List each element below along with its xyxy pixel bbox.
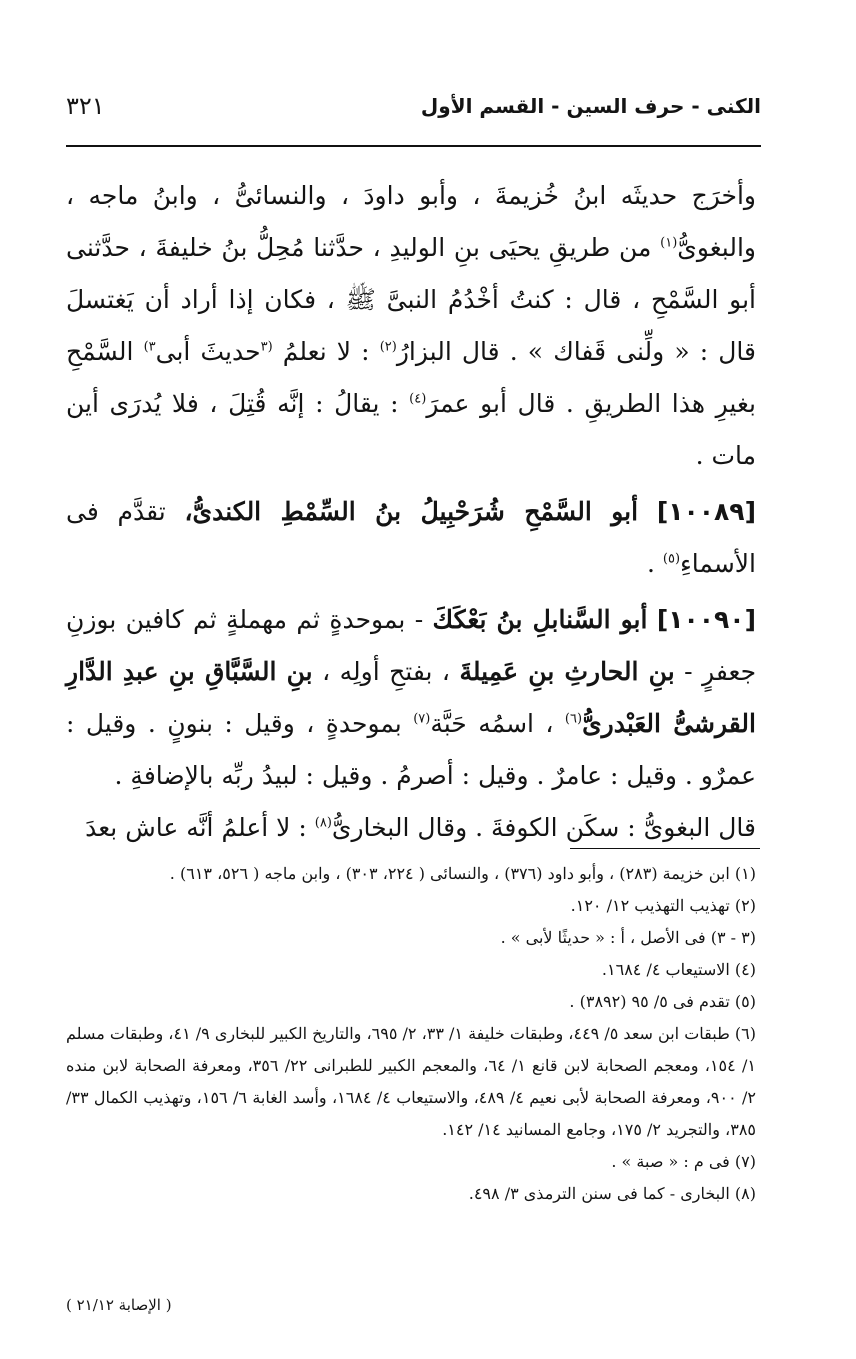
para1-line3: : لا نعلمُ: [272, 337, 380, 366]
footnote-7: (٧) فى م : « صبة » .: [611, 1152, 756, 1171]
para1-line6: : يقالُ : إنَّه قُتِلَ ، فلا يُدرَى أين مات .: [66, 389, 756, 470]
footnote-ref-1[interactable]: (١): [660, 235, 678, 251]
header-rule: [66, 145, 761, 147]
footnote-ref-3-close[interactable]: ٣): [143, 339, 156, 355]
footnotes: [66, 858, 756, 1210]
para1-line1: وأخرَج حديثَه ابنُ خُزيمةَ ، وأبو داودَ ، والنسائىُّ ، وابنُ ماجه ، والبغوىُّ: [66, 181, 756, 262]
entry-10089: [66, 486, 756, 590]
entry-text-1: - بموحدةٍ ثم مهملةٍ ثم كافين بوزنِ جعفرٍ -: [66, 605, 757, 686]
entry-title-2: بنِ الحارثِ بنِ عَمِيلةَ: [459, 657, 675, 686]
last-text-2: : لا أعلمُ أنَّه عاش بعدَ: [85, 813, 315, 842]
para1-line5: السَّمْحِ بغيرِ هذا الطريقِ . قال أبو عمرَ: [66, 337, 756, 418]
footnote-1: (١) ابن خزيمة (٢٨٣) ، وأبو داود (٣٧٦) ، والنسائى ( ٢٢٤، ٣٠٣) ، وابن ماجه ( ٥٢٦، ٦١٣) .: [169, 864, 756, 883]
entry-text: تقدَّم فى الأسماءِ: [66, 497, 756, 578]
entry-number: [١٠٠٩٠]: [656, 605, 756, 634]
running-title: الكنى - حرف السين - القسم الأول: [420, 94, 761, 118]
entry-text-4: بموحدةٍ ، وقيل : بنونٍ . وقيل : عمرٌو . وقيل : عامرٌ . وقيل : أصرمُ . وقيل : لبيدُ ربِّه بالإضافةِ .: [66, 709, 756, 790]
footnote-2: (٢) تهذيب التهذيب ١٢/ ١٢٠.: [570, 896, 756, 915]
footnote-ref-4[interactable]: (٤): [409, 391, 427, 407]
footnote-8: (٨) البخارى - كما فى سنن الترمذى ٣/ ٤٩٨.: [468, 1184, 756, 1203]
last-text-1: قال البغوىُّ : سكَن الكوفةَ . وقال البخارىُّ: [331, 813, 756, 842]
entry-10090: [66, 594, 756, 802]
footnote-ref-5[interactable]: (٥): [662, 551, 681, 567]
paragraph-hadith: [66, 170, 756, 482]
running-header: [66, 92, 761, 142]
footnote-3: (٣ - ٣) فى الأصل ، أ : « حديثًا لأبى » .: [500, 928, 756, 947]
entry-text-3: ، اسمُه حَبَّة: [430, 709, 565, 738]
entry-title: أبو السَّمْحِ شُرَحْبِيلُ بنُ السِّمْطِ الكندىُّ،: [184, 497, 639, 526]
source-reference: ( الإصابة ٢١/١٢ ): [66, 1296, 172, 1314]
para1-line4: حديثَ أبى: [155, 337, 261, 366]
main-text: [66, 170, 756, 854]
page-number: ٣٢١: [66, 92, 105, 120]
entry-title-3: بنِ السَّبَّاقِ بنِ عبدِ الدَّارِ القرشىُّ العَبْدرىُّ: [66, 657, 756, 738]
entry-number: [١٠٠٨٩]: [656, 497, 756, 526]
entry-text-2: ، بفتحِ أولِه ،: [312, 657, 460, 686]
footnote-ref-8[interactable]: (٨): [314, 815, 332, 831]
entry-end: .: [646, 549, 663, 578]
footnote-4: (٤) الاستيعاب ٤/ ١٦٨٤.: [601, 960, 756, 979]
footnote-6: (٦) طبقات ابن سعد ٥/ ٤٤٩، وطبقات خليفة ١/ ٣٣، ٢/ ٦٩٥، والتاريخ الكبير للبخارى ٩/ ٤١، وطبقات مسلم ١/ ١٥٤، ومعجم الصحابة لابن قانع ١/ ٦٤، والمعجم الكبير للطبرانى ٢٢/ ٣٥٦، ومعرفة الصحابة لابن منده ٢/ ٩٠٠، ومعرفة الصحابة لأبى نعيم ٤/ ٤٨٩، والاستيعاب ٤/ ١٦٨٤، وأسد الغابة ٦/ ١٥٦، وتهذيب الكمال ٣٣/ ٣٨٥، والتجريد ٢/ ١٧٥، وجامع المسانيد ١٤/ ١٤٢.: [66, 1024, 756, 1139]
footnote-5: (٥) تقدم فى ٥/ ٩٥ (٣٨٩٢) .: [569, 992, 756, 1011]
footnote-ref-7[interactable]: (٧): [413, 711, 431, 727]
entry-title: أبو السَّنابلِ بنُ بَعْكَكَ: [432, 605, 648, 634]
footnote-ref-3-open[interactable]: (٣: [260, 339, 273, 355]
paragraph-last: [66, 802, 756, 854]
footnote-separator: [570, 848, 760, 849]
footnote-ref-2[interactable]: (٢): [379, 339, 397, 355]
para1-line2: من طريقِ يحيَى بنِ الوليدِ ، حدَّثنا مُحِلُّ بنُ خليفةَ ، حدَّثنى أبو السَّمْحِ ، قال : كنتُ أخْدُمُ النبىَّ ﷺ ، فكان إذا أراد أن يَغتسلَ قال : « ولِّنى قَفاك » . قال البزارُ: [66, 233, 756, 366]
footnote-ref-6[interactable]: (٦): [564, 711, 583, 727]
